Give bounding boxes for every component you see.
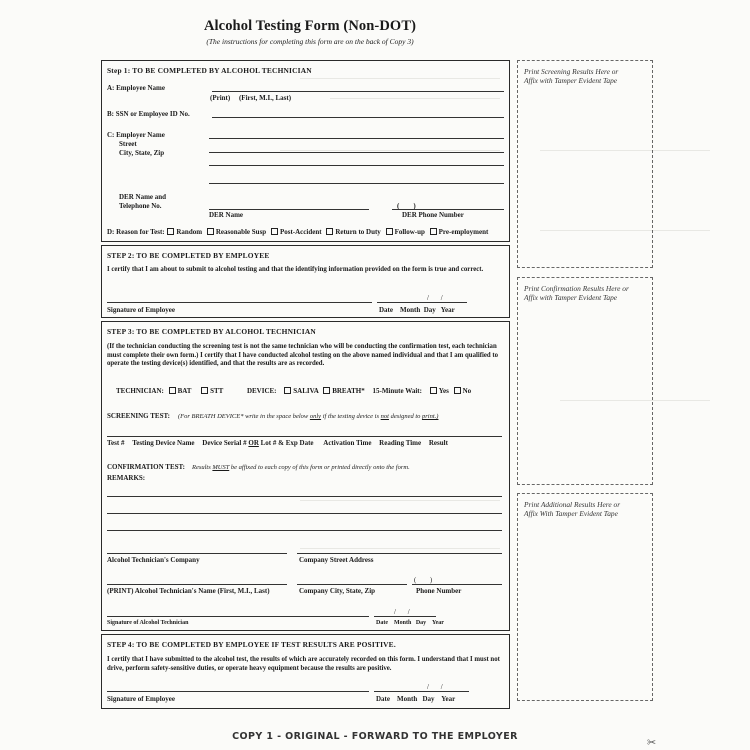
step2-section [101,245,510,318]
wait-no: No [462,387,472,395]
col-lot: Lot # & Exp Date [260,439,314,447]
employee-name-field[interactable] [212,91,504,92]
phone-label: Phone Number [416,587,462,595]
scissors-icon: ✂ [647,736,657,749]
employer-city-field[interactable] [209,165,504,166]
phone-paren: ( ) [414,577,433,584]
step3-date-slashes: / / [394,609,410,616]
step4-signature-field[interactable] [107,691,369,692]
page-title: Alcohol Testing Form (Non-DOT) [203,18,417,34]
step4-date-slashes: / / [427,684,443,691]
col-device-serial: Device Serial # [202,439,247,447]
device-breath-checkbox[interactable] [323,387,330,394]
tech-name-label: (PRINT) Alcohol Technician's Name (First, M.I., Last) [107,587,270,595]
step4-date-field[interactable] [374,691,469,692]
der-phone-field[interactable] [392,209,504,210]
reason-follow-up: Follow-up [394,228,425,236]
reason-post-accident: Post-Accident [279,228,322,236]
company-field[interactable] [107,553,287,554]
device-label: DEVICE: [246,387,277,395]
wait-yes-checkbox[interactable] [430,387,437,394]
additional-results-box[interactable] [517,493,653,701]
technician-row [116,387,471,395]
confirmation-box-text: Print Confirmation Results Here or Affix with Tamper Evident Tape [524,284,629,302]
der-phone-paren: ( ) [397,202,416,210]
confirmation-label: CONFIRMATION TEST: [107,463,185,471]
der-label-1: DER Name and [119,193,167,201]
ssn-label: B: SSN or Employee ID No. [107,110,190,118]
reason-pre-employment-checkbox[interactable] [430,228,437,235]
tech-bat: BAT [177,387,192,395]
employee-name-label: A: Employee Name [107,84,165,92]
der-name-field[interactable] [209,209,369,210]
city-label: Company City, State, Zip [299,587,376,595]
col-reading: Reading Time [379,439,422,447]
remarks-line-1[interactable] [107,496,502,497]
ssn-field[interactable] [212,117,504,118]
tech-signature-field[interactable] [107,616,369,617]
col-result: Result [428,439,448,447]
step1-header: Step 1: TO BE COMPLETED BY ALCOHOL TECHNICIAN [107,66,312,75]
phone-field[interactable] [412,584,502,585]
employer-extra-field[interactable] [209,183,504,184]
step4-certify: I certify that I have submitted to the alcohol test, the results of which are accurately recorded on this form. I understand that I must not drive, perform safety-sensitive duties, or operate heavy equipment because the results are positive. [107,656,500,672]
screening-results-box[interactable] [517,60,653,268]
step2-date-label: Date Month Day Year [379,306,455,314]
screening-results-line[interactable] [107,436,502,437]
tech-signature-label: Signature of Alcohol Technician [107,620,189,626]
tech-date-field[interactable] [374,616,436,617]
col-activation: Activation Time [323,439,372,447]
step4-header: STEP 4: TO BE COMPLETED BY EMPLOYEE IF TEST RESULTS ARE POSITIVE. [107,640,396,649]
wait-no-checkbox[interactable] [454,387,461,394]
device-breath: BREATH* [332,387,365,395]
employee-signature-label: Signature of Employee [107,306,175,314]
reason-susp: Reasonable Susp [215,228,267,236]
confirmation-row [107,456,410,474]
employer-street-field[interactable] [209,152,504,153]
tech-name-field[interactable] [107,584,287,585]
screening-label: SCREENING TEST: [107,412,170,420]
step2-certify: I certify that I am about to submit to alcohol testing and that the identifying information provided on the form is true and correct. [107,266,484,273]
employer-name-label: C: Employer Name [107,131,165,139]
step3-date-label: Date Month Day Year [376,620,444,626]
reason-random: Random [176,228,203,236]
screening-box-text: Print Screening Results Here or Affix with Tamper Evident Tape [524,67,619,85]
col-or: OR [248,439,259,447]
device-saliva: SALIVA [293,387,319,395]
screening-note: (For BREATH DEVICE* write in the space below only if the testing device is not designed to print.) [177,413,439,420]
employee-date-field[interactable] [377,302,467,303]
reason-random-checkbox[interactable] [167,228,174,235]
step3-section [101,321,510,631]
additional-box-text: Print Additional Results Here or Affix With Tamper Evident Tape [524,500,621,518]
step1-section [101,60,510,242]
step2-header: STEP 2: TO BE COMPLETED BY EMPLOYEE [107,251,270,260]
employee-signature-field[interactable] [107,302,372,303]
reason-follow-up-checkbox[interactable] [386,228,393,235]
reason-post-accident-checkbox[interactable] [271,228,278,235]
technician-label: TECHNICIAN: [116,387,164,395]
city-field[interactable] [297,584,407,585]
company-label: Alcohol Technician's Company [107,556,200,564]
remarks-label: REMARKS: [107,474,146,482]
step4-date-label: Date Month Day Year [376,695,456,703]
der-label-2: Telephone No. [119,202,162,210]
step2-date-slashes: / / [427,295,443,302]
reason-return-checkbox[interactable] [326,228,333,235]
screening-row [107,405,438,423]
reason-return: Return to Duty [335,228,381,236]
employer-street-label: Street [119,140,137,148]
step4-section [101,634,510,709]
wait-yes: Yes [438,387,449,395]
tech-stt: STT [210,387,224,395]
employer-name-field[interactable] [209,138,504,139]
street-label: Company Street Address [299,556,374,564]
reason-pre-employment: Pre-employment [438,228,489,236]
screening-columns [107,439,448,447]
wait-label: 15-Minute Wait: [372,387,422,395]
device-saliva-checkbox[interactable] [284,387,291,394]
reason-label: D: Reason for Test: [107,228,165,236]
confirmation-note: Results MUST be affixed to each copy of this form or printed directly onto the form. [191,464,410,471]
employee-name-caption: (Print) (First, M.I., Last) [210,94,292,102]
employer-city-label: City, State, Zip [119,149,165,157]
step4-signature-label: Signature of Employee [107,695,175,703]
footer-copy-label: COPY 1 - ORIGINAL - FORWARD TO THE EMPLOYER [232,731,518,742]
street-field[interactable] [297,553,502,554]
page-subtitle: (The instructions for completing this form are on the back of Copy 3) [206,37,414,46]
der-name-caption: DER Name [209,211,244,219]
reason-susp-checkbox[interactable] [207,228,214,235]
step3-note: (If the technician conducting the screening test is not the same technician who will be conducting the confirmation test, each technician must complete their own form.) I certify that I have conducted alcohol testing on the above named individual and that I am qualified to operate the testing device(s) identified, and that the results are as recorded. [107,343,499,368]
step3-header: STEP 3: TO BE COMPLETED BY ALCOHOL TECHNICIAN [107,327,316,336]
tech-bat-checkbox[interactable] [169,387,176,394]
reason-row [107,228,488,236]
remarks-line-2[interactable] [107,513,502,514]
confirmation-results-box[interactable] [517,277,653,485]
der-phone-caption: DER Phone Number [402,211,464,219]
col-device-name: Testing Device Name [132,439,195,447]
tech-stt-checkbox[interactable] [201,387,208,394]
col-test-num: Test # [107,439,125,447]
remarks-line-3[interactable] [107,530,502,531]
